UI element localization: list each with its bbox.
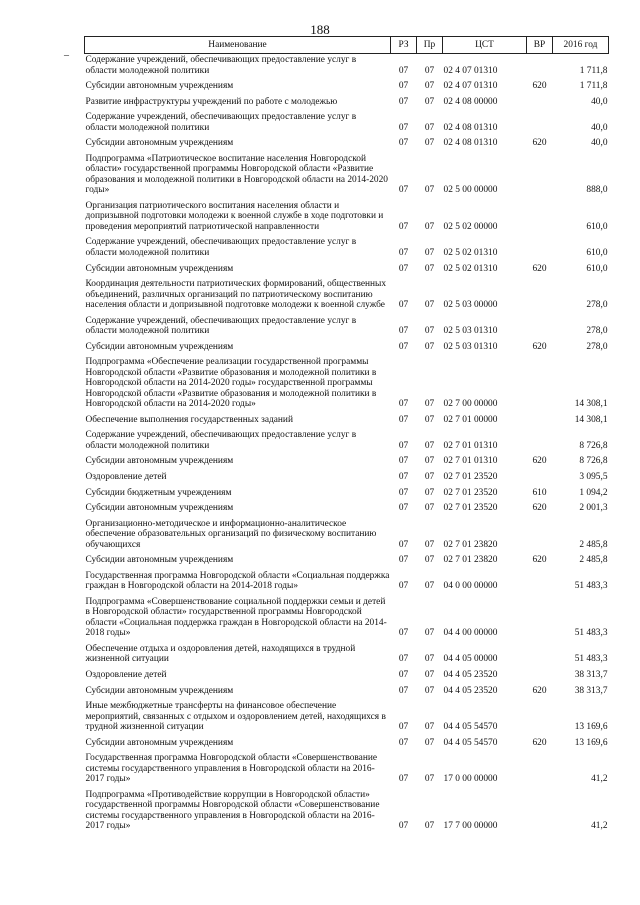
row-rz-code: 07 xyxy=(398,122,409,133)
row-pr-code: 07 xyxy=(424,138,435,149)
table-row xyxy=(85,502,609,518)
row-cst-code: 02 5 03 00000 xyxy=(443,300,498,311)
row-name: Подпрограмма «Противодействие коррупции в Новгородской области» государственной программы Новгородской области «Совершенствование системы государственного управления в Новгородской области на 2016-2017 годы» xyxy=(85,789,380,832)
row-vr-code xyxy=(527,414,553,430)
row-pr-code: 07 xyxy=(424,221,435,232)
table-row xyxy=(85,263,609,279)
table-row xyxy=(85,685,609,701)
row-amount: 2 001,3 xyxy=(579,503,608,514)
row-amount: 278,0 xyxy=(586,341,608,352)
row-pr-code: 07 xyxy=(424,326,435,337)
row-rz-code: 07 xyxy=(398,300,409,311)
row-cst-code: 17 0 00 00000 xyxy=(443,774,498,785)
row-rz-code: 07 xyxy=(398,341,409,352)
table-row xyxy=(85,752,609,789)
row-name: Субсидии автономным учреждениям xyxy=(85,503,234,514)
row-name: Субсидии автономным учреждениям xyxy=(85,685,234,696)
row-rz-code: 07 xyxy=(398,456,409,467)
row-rz-code: 07 xyxy=(398,96,409,107)
row-pr-code: 07 xyxy=(424,487,435,498)
row-amount: 3 095,5 xyxy=(579,472,608,482)
table-row xyxy=(85,341,609,357)
row-vr-code xyxy=(527,96,553,112)
row-cst-code: 04 4 05 54570 xyxy=(443,737,498,748)
row-name: Государственная программа Новгородской области «Совершенствование системы государственного управления в Новгородской области на 2016-2017 годы» xyxy=(85,753,378,785)
row-amount: 14 308,1 xyxy=(574,399,608,410)
table-row xyxy=(85,737,609,753)
table-row xyxy=(85,570,609,596)
row-cst-code: 17 7 00 00000 xyxy=(443,821,498,832)
row-vr-code xyxy=(527,596,553,643)
row-pr-code: 07 xyxy=(424,628,435,639)
row-name: Развитие инфраструктуры учреждений по работе с молодежью xyxy=(85,96,338,107)
row-vr-code xyxy=(527,153,553,200)
row-pr-code: 07 xyxy=(424,185,435,196)
row-cst-code: 04 4 05 23520 xyxy=(443,669,498,680)
row-pr-code: 07 xyxy=(424,300,435,311)
row-cst-code: 02 5 03 01310 xyxy=(443,326,498,337)
row-amount: 41,2 xyxy=(591,821,608,832)
row-name: Иные межбюджетные трансферты на финансовое обеспечение мероприятий, связанных с отдыхом и оздоровлением детей, находящихся в трудной жизненной ситуации xyxy=(85,701,386,733)
row-pr-code: 07 xyxy=(424,341,435,352)
row-rz-code: 07 xyxy=(398,185,409,196)
row-rz-code: 07 xyxy=(398,138,409,149)
row-rz-code: 07 xyxy=(398,472,409,482)
row-name: Субсидии автономным учреждениям xyxy=(85,263,234,274)
table-row xyxy=(85,789,609,836)
row-name: Подпрограмма «Совершенствование социальной поддержки семьи и детей в Новгородской области» государственной программы Новгородской области «Социальная поддержка граждан в Новгородской области на 2014-2018 годы» xyxy=(85,596,387,639)
row-pr-code: 07 xyxy=(424,539,435,550)
row-vr-code: 620 xyxy=(532,555,547,566)
table-row xyxy=(85,596,609,643)
row-name: Обеспечение выполнения государственных заданий xyxy=(85,414,293,425)
row-name: Субсидии бюджетным учреждениям xyxy=(85,487,232,498)
row-name: Оздоровление детей xyxy=(85,472,167,482)
row-amount: 278,0 xyxy=(586,326,608,337)
table-row xyxy=(85,356,609,414)
row-amount: 51 483,3 xyxy=(574,654,608,665)
budget-table xyxy=(84,36,609,836)
row-pr-code: 07 xyxy=(424,247,435,258)
table-row xyxy=(85,429,609,455)
header-year: 2016 год xyxy=(553,37,609,54)
table-row xyxy=(85,96,609,112)
row-amount: 610,0 xyxy=(586,263,608,274)
row-rz-code: 07 xyxy=(398,774,409,785)
row-rz-code: 07 xyxy=(398,722,409,733)
row-name: Субсидии автономным учреждениям xyxy=(85,81,234,92)
table-row xyxy=(85,315,609,341)
row-vr-code xyxy=(527,236,553,262)
row-cst-code: 04 4 05 00000 xyxy=(443,654,498,665)
row-rz-code: 07 xyxy=(398,81,409,92)
table-row xyxy=(85,54,609,81)
row-pr-code: 07 xyxy=(424,414,435,425)
row-vr-code xyxy=(527,54,553,81)
row-cst-code: 02 5 02 00000 xyxy=(443,221,498,232)
header-cst: ЦСТ xyxy=(443,37,527,54)
row-vr-code xyxy=(527,111,553,137)
row-vr-code xyxy=(527,700,553,737)
table-row xyxy=(85,278,609,315)
row-cst-code: 02 5 00 00000 xyxy=(443,185,498,196)
row-rz-code: 07 xyxy=(398,65,409,76)
row-rz-code: 07 xyxy=(398,221,409,232)
table-row xyxy=(85,471,609,487)
header-vr: ВР xyxy=(527,37,553,54)
row-vr-code: 620 xyxy=(532,138,547,149)
row-pr-code: 07 xyxy=(424,581,435,592)
row-cst-code: 02 7 01 23820 xyxy=(443,555,498,566)
row-vr-code xyxy=(527,518,553,555)
row-rz-code: 07 xyxy=(398,539,409,550)
row-vr-code: 620 xyxy=(532,685,547,696)
row-rz-code: 07 xyxy=(398,821,409,832)
row-name: Государственная программа Новгородской области «Социальная поддержка граждан в Новгородской области на 2014-2018 годы» xyxy=(85,570,390,592)
row-name: Оздоровление детей xyxy=(85,669,167,680)
row-vr-code: 620 xyxy=(532,737,547,748)
row-vr-code xyxy=(527,789,553,836)
table-row xyxy=(85,153,609,200)
row-cst-code: 02 7 00 00000 xyxy=(443,399,498,410)
row-pr-code: 07 xyxy=(424,654,435,665)
row-cst-code: 02 4 08 01310 xyxy=(443,122,498,133)
row-rz-code: 07 xyxy=(398,399,409,410)
table-row xyxy=(85,414,609,430)
row-amount: 51 483,3 xyxy=(574,628,608,639)
row-vr-code: 610 xyxy=(532,487,547,498)
row-amount: 13 169,6 xyxy=(574,722,608,733)
table-row xyxy=(85,643,609,669)
row-amount: 40,0 xyxy=(591,138,608,149)
row-pr-code: 07 xyxy=(424,669,435,680)
row-pr-code: 07 xyxy=(424,503,435,514)
row-name: Содержание учреждений, обеспечивающих предоставление услуг в области молодежной политики xyxy=(85,237,357,258)
row-pr-code: 07 xyxy=(424,737,435,748)
row-name: Субсидии автономным учреждениям xyxy=(85,341,234,352)
row-vr-code xyxy=(527,278,553,315)
row-amount: 1 711,8 xyxy=(579,65,608,76)
row-pr-code: 07 xyxy=(424,555,435,566)
row-pr-code: 07 xyxy=(424,399,435,410)
row-cst-code: 02 4 08 01310 xyxy=(443,138,498,149)
row-vr-code xyxy=(527,643,553,669)
row-vr-code xyxy=(527,669,553,685)
row-cst-code: 02 7 01 23820 xyxy=(443,539,498,550)
header-name: Наименование xyxy=(85,37,391,54)
table-row xyxy=(85,487,609,503)
row-name: Содержание учреждений, обеспечивающих предоставление услуг в области молодежной политики xyxy=(85,430,357,451)
row-vr-code xyxy=(527,570,553,596)
margin-mark: – xyxy=(64,50,69,61)
row-amount: 1 711,8 xyxy=(579,81,608,92)
table-body xyxy=(85,54,609,836)
row-pr-code: 07 xyxy=(424,65,435,76)
table-row xyxy=(85,236,609,262)
row-vr-code xyxy=(527,429,553,455)
row-cst-code: 02 7 01 23520 xyxy=(443,472,498,482)
row-vr-code: 620 xyxy=(532,81,547,92)
row-amount: 2 485,8 xyxy=(579,555,608,566)
row-vr-code: 620 xyxy=(532,341,547,352)
row-amount: 610,0 xyxy=(586,221,608,232)
row-pr-code: 07 xyxy=(424,774,435,785)
row-amount: 2 485,8 xyxy=(579,539,608,550)
row-cst-code: 02 7 01 23520 xyxy=(443,487,498,498)
row-amount: 41,2 xyxy=(591,774,608,785)
row-pr-code: 07 xyxy=(424,472,435,482)
row-cst-code: 04 4 05 23520 xyxy=(443,685,498,696)
row-rz-code: 07 xyxy=(398,628,409,639)
row-name: Субсидии автономным учреждениям xyxy=(85,555,234,566)
table-row xyxy=(85,200,609,237)
table-header-row xyxy=(85,37,609,54)
row-cst-code: 04 4 05 54570 xyxy=(443,722,498,733)
row-rz-code: 07 xyxy=(398,414,409,425)
row-cst-code: 02 4 07 01310 xyxy=(443,81,498,92)
row-cst-code: 02 5 02 01310 xyxy=(443,263,498,274)
row-name: Содержание учреждений, обеспечивающих предоставление услуг в области молодежной политики xyxy=(85,315,357,337)
row-amount: 40,0 xyxy=(591,122,608,133)
row-rz-code: 07 xyxy=(398,440,409,451)
row-cst-code: 02 7 01 01310 xyxy=(443,440,498,451)
row-vr-code: 620 xyxy=(532,456,547,467)
row-rz-code: 07 xyxy=(398,654,409,665)
row-vr-code xyxy=(527,200,553,237)
row-vr-code: 620 xyxy=(532,503,547,514)
row-pr-code: 07 xyxy=(424,263,435,274)
row-name: Организация патриотического воспитания населения области и допризывной подготовки молодежи к военной службе в ходе подготовки и проведения мероприятий патриотической направленности xyxy=(85,200,384,232)
row-cst-code: 02 7 01 00000 xyxy=(443,414,498,425)
table-row xyxy=(85,554,609,570)
row-cst-code: 02 4 07 01310 xyxy=(443,65,498,76)
row-amount: 888,0 xyxy=(586,185,608,196)
row-pr-code: 07 xyxy=(424,821,435,832)
row-rz-code: 07 xyxy=(398,263,409,274)
row-vr-code xyxy=(527,471,553,487)
row-pr-code: 07 xyxy=(424,122,435,133)
header-rz: РЗ xyxy=(391,37,417,54)
row-rz-code: 07 xyxy=(398,487,409,498)
page-number: 188 xyxy=(310,22,330,37)
table-row xyxy=(85,518,609,555)
row-cst-code: 04 0 00 00000 xyxy=(443,581,498,592)
row-rz-code: 07 xyxy=(398,581,409,592)
row-pr-code: 07 xyxy=(424,456,435,467)
row-name: Координация деятельности патриотических формирований, общественных объединений, различных организаций по патриотическому воспитанию населения области и допризывной подготовке молодежи к военной службе xyxy=(85,279,387,311)
row-amount: 278,0 xyxy=(586,300,608,311)
row-amount: 38 313,7 xyxy=(574,685,608,696)
row-cst-code: 02 5 02 01310 xyxy=(443,247,498,258)
table-row xyxy=(85,455,609,471)
row-amount: 1 094,2 xyxy=(579,487,608,498)
row-rz-code: 07 xyxy=(398,247,409,258)
table-row xyxy=(85,80,609,96)
row-cst-code: 02 4 08 00000 xyxy=(443,96,498,107)
row-name: Обеспечение отдыха и оздоровления детей, находящихся в трудной жизненной ситуации xyxy=(85,643,356,665)
table-row xyxy=(85,700,609,737)
row-cst-code: 04 4 00 00000 xyxy=(443,628,498,639)
row-rz-code: 07 xyxy=(398,503,409,514)
header-pr: Пр xyxy=(417,37,443,54)
row-amount: 610,0 xyxy=(586,247,608,258)
row-amount: 38 313,7 xyxy=(574,669,608,680)
row-rz-code: 07 xyxy=(398,555,409,566)
row-name: Содержание учреждений, обеспечивающих предоставление услуг в области молодежной политики xyxy=(85,112,357,133)
row-amount: 14 308,1 xyxy=(574,414,608,425)
row-pr-code: 07 xyxy=(424,96,435,107)
row-name: Организационно-методическое и информационно-аналитическое обеспечение образовательных организаций по физическому воспитанию обучающихся xyxy=(85,518,377,550)
row-cst-code: 02 7 01 01310 xyxy=(443,456,498,467)
row-rz-code: 07 xyxy=(398,669,409,680)
table-row xyxy=(85,111,609,137)
row-amount: 8 726,8 xyxy=(579,456,608,467)
row-cst-code: 02 5 03 01310 xyxy=(443,341,498,352)
row-pr-code: 07 xyxy=(424,440,435,451)
row-name: Содержание учреждений, обеспечивающих предоставление услуг в области молодежной политики xyxy=(85,55,357,76)
row-amount: 13 169,6 xyxy=(574,737,608,748)
row-amount: 40,0 xyxy=(591,96,608,107)
row-cst-code: 02 7 01 23520 xyxy=(443,503,498,514)
row-rz-code: 07 xyxy=(398,326,409,337)
row-pr-code: 07 xyxy=(424,722,435,733)
row-amount: 51 483,3 xyxy=(574,581,608,592)
row-rz-code: 07 xyxy=(398,685,409,696)
row-pr-code: 07 xyxy=(424,685,435,696)
row-rz-code: 07 xyxy=(398,737,409,748)
row-name: Подпрограмма «Патриотическое воспитание населения Новгородской области» государственной программы Новгородской области «Развитие образования и молодежной политики в Новгородской области на 2014-2020 годы» xyxy=(85,153,388,196)
row-vr-code: 620 xyxy=(532,263,547,274)
table-row xyxy=(85,137,609,153)
row-name: Субсидии автономным учреждениям xyxy=(85,138,234,149)
table-row xyxy=(85,669,609,685)
row-name: Подпрограмма «Обеспечение реализации государственной программы Новгородской области «Развитие образования и молодежной политики в Новгородской области на 2014-2020 годы» государственной программы Новгородской области «Развитие образования и молодежной политики в Новгородской области на 2014-2020 годы» xyxy=(85,357,377,410)
row-pr-code: 07 xyxy=(424,81,435,92)
row-name: Субсидии автономным учреждениям xyxy=(85,737,234,748)
row-vr-code xyxy=(527,315,553,341)
row-amount: 8 726,8 xyxy=(579,440,608,451)
row-name: Субсидии автономным учреждениям xyxy=(85,456,234,467)
row-vr-code xyxy=(527,752,553,789)
row-vr-code xyxy=(527,356,553,414)
